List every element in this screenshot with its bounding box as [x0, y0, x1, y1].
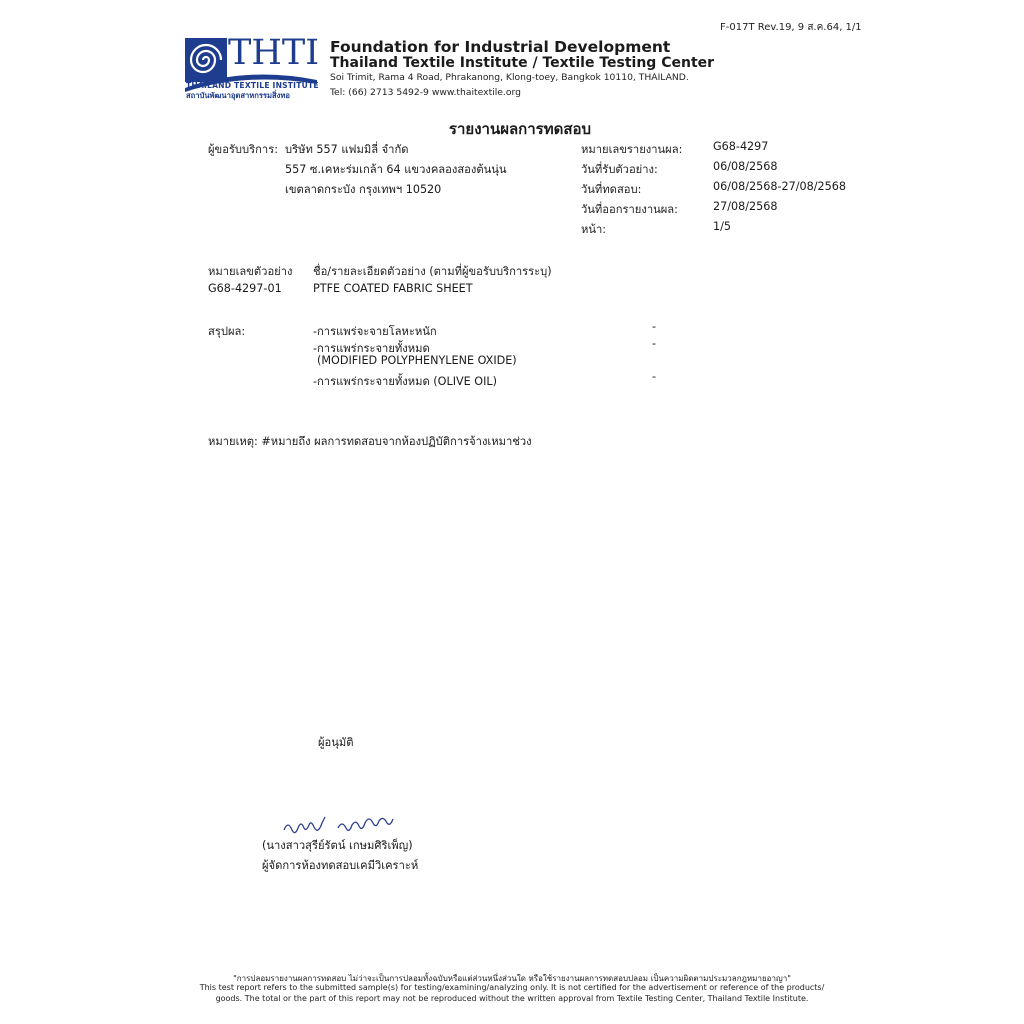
- summary-item-result: -: [652, 320, 657, 333]
- page-label: หน้า:: [581, 223, 607, 236]
- summary-item-result: -: [652, 337, 657, 350]
- approver-label: ผู้อนุมัติ: [318, 736, 354, 749]
- client-line-2: 557 ซ.เคหะร่มเกล้า 64 แขวงคลองสองต้นนุ่น: [285, 163, 507, 176]
- report-title: รายงานผลการทดสอบ: [448, 120, 592, 138]
- client-line-3: เขตลาดกระบัง กรุงเทพฯ 10520: [285, 183, 442, 196]
- organization-name: Foundation for Industrial Development: [330, 38, 671, 56]
- summary-item-text: -การแพร่กระจายทั้งหมด (OLIVE OIL): [313, 375, 497, 388]
- issue-date-value: 27/08/2568: [713, 200, 778, 213]
- footer-disclaimer-1: This test report refers to the submitted sample(s) for testing/examining/analyzing only. It is not certified for the advertisement or reference of the products/: [199, 983, 825, 992]
- document-code: F-017T Rev.19, 9 ส.ค.64, 1/1: [720, 22, 862, 33]
- summary-label: สรุปผล:: [208, 325, 246, 338]
- logo-wordmark: THTI: [228, 33, 320, 73]
- client-line-1: บริษัท 557 แฟมมิลี่ จำกัด: [285, 143, 409, 156]
- organization-address: Soi Trimit, Rama 4 Road, Phrakanong, Klong-toey, Bangkok 10110, THAILAND.: [330, 72, 689, 83]
- test-date-label: วันที่ทดสอบ:: [581, 183, 642, 196]
- logo-english-name: THAILAND TEXTILE INSTITUTE: [186, 81, 319, 90]
- footer-warning: "การปลอมรายงานผลการทดสอบ ไม่ว่าจะเป็นการปลอมทั้งฉบับหรือแต่ส่วนหนึ่งส่วนใด หรือใช้รายงานผลการทดสอบปลอม เป็นความผิดตามประมวลกฎหมายอาญา": [233, 974, 791, 983]
- sample-id: G68-4297-01: [208, 282, 282, 295]
- remark: หมายเหตุ: #หมายถึง ผลการทดสอบจากห้องปฏิบัติการจ้างเหมาช่วง: [208, 435, 532, 448]
- sample-id-header: หมายเลขตัวอย่าง: [208, 265, 293, 278]
- page-value: 1/5: [713, 220, 732, 233]
- sample-name: PTFE COATED FABRIC SHEET: [313, 282, 473, 295]
- report-number-value: G68-4297: [713, 140, 769, 153]
- organization-tel: Tel: (66) 2713 5492-9 www.thaitextile.org: [330, 87, 521, 98]
- logo-thai-name: สถาบันพัฒนาอุตสาหกรรมสิ่งทอ: [186, 91, 290, 100]
- approver-position: ผู้จัดการห้องทดสอบเคมีวิเคราะห์: [262, 859, 419, 872]
- received-date-label: วันที่รับตัวอย่าง:: [581, 163, 658, 176]
- summary-item-result: -: [652, 370, 657, 383]
- received-date-value: 06/08/2568: [713, 160, 778, 173]
- client-label: ผู้ขอรับบริการ:: [208, 143, 278, 156]
- issue-date-label: วันที่ออกรายงานผล:: [581, 203, 678, 216]
- summary-item-text: -การแพร่จะจายโลหะหนัก: [313, 325, 437, 338]
- sample-description-header: ชื่อ/รายละเอียดตัวอย่าง (ตามที่ผู้ขอรับบริการระบุ): [313, 265, 552, 278]
- summary-item-text-detail: (MODIFIED POLYPHENYLENE OXIDE): [317, 354, 517, 367]
- footer-disclaimer-2: goods. The total or the part of this report may not be reproduced without the written approval from Textile Testing Center, Thailand Textile Institute.: [215, 994, 809, 1003]
- summary-item-text: -การแพร่กระจายทั้งหมด: [313, 342, 430, 355]
- test-date-value: 06/08/2568-27/08/2568: [713, 180, 846, 193]
- organization-subtitle: Thailand Textile Institute / Textile Testing Center: [330, 55, 715, 71]
- approver-name: (นางสาวสุรีย์รัตน์ เกษมศิริเพ็ญ): [262, 839, 413, 852]
- report-number-label: หมายเลขรายงานผล:: [581, 143, 683, 156]
